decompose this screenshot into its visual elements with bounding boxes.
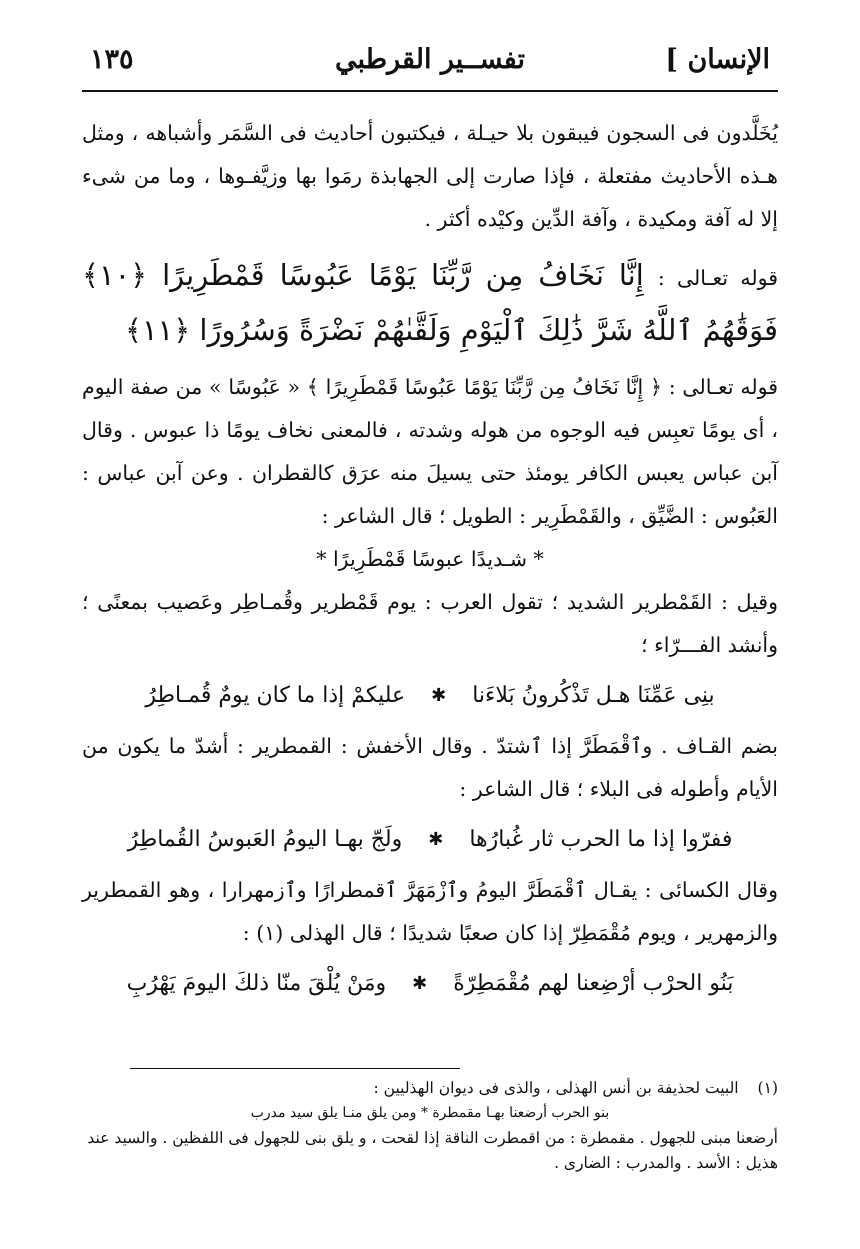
page-number: ١٣٥	[90, 44, 134, 75]
verse-intro-label: قوله تعـالى :	[657, 266, 779, 290]
page-header	[90, 40, 770, 84]
couplet-1-second: عليكمْ إذا ما كان يومٌ قُمـاطِرُ	[145, 683, 406, 708]
footnote-1-line-2: بنو الحرب أرضعنا بهـا مقمطرة * ومن يلق منـا يلق سيد مدرب	[250, 1105, 610, 1121]
header-divider	[82, 90, 778, 92]
paragraph-1: يُخَلَّدون فى السجون فيبقون بلا حيـلة ، فيكتبون أحاديث فى السَّمَر وأشباهه ، ومثل هـذه الأحاديث مفتعلة ، فإذا صارت إلى الجهابذة رمَوا بها وزيَّفـوها ، وما من شىء إلا له آفة ومكيدة ، وآفة الدِّين وكيْده أكثر .	[82, 121, 778, 231]
star-separator-icon: ✱	[412, 973, 428, 994]
quran-verse-text: إِنَّا نَخَافُ مِن رَّبِّنَا يَوْمًا عَبُوسًا قَمْطَرِيرًا ﴿١٠﴾ فَوَقَٰهُمُ ٱللَّهُ شَرَّ ذَٰلِكَ ٱلْيَوْمِ وَلَقَّىٰهُمْ نَضْرَةً وَسُرُورًا ﴿١١﴾	[82, 258, 778, 347]
paragraph-2: قوله تعـالى : ﴿ إِنَّا نَخَافُ مِن رَّبِّنَا يَوْمًا عَبُوسًا قَمْطَرِيرًا ﴾ « عَبُوسًا » من صفة اليوم ، أى يومًا تعبِس فيه الوجوه من هوله وشدته ، فالمعنى نخاف يومًا ذا عبوس . وقال آبن عباس يعبس الكافر يومئذ حتى يسيلَ منه عرَق كالقطران . وعن آبن عباس : العَبُوس : الضَّيِّق ، والقَمْطَرِير : الطويل ؛ قال الشاعر :	[82, 375, 778, 528]
paragraph-3: وقيل : القَمْطرير الشديد ؛ تقول العرب : يوم قَمْطرير وقُمـاطِر وعَصيب بمعنًى ؛ وأنشد الفـــرّاء ؛	[82, 590, 778, 657]
footnote-divider	[130, 1068, 460, 1069]
footnote-marker: (١)	[757, 1079, 778, 1097]
footnote-1-line-3: أرضعنا مبنى للجهول . مقمطرة : من اقمطرت الناقة إذا لقحت ، و يلق بنى للجهول فى اللفظين . والسيد عند هذيل : الأسد . والمدرب : الضارى .	[87, 1129, 778, 1172]
quran-verse-block	[82, 249, 778, 358]
surah-name: الإنسان ]	[665, 44, 770, 75]
book-title: تفســير القرطبي	[335, 44, 525, 75]
couplet-1-first: بنِى عَمِّنَا هـل تَذْكُرونُ بَلاءَنا	[472, 683, 715, 708]
poetry-hemistich: * شـديدًا عبوسًا قَمْطَرِيرًا *	[316, 547, 544, 571]
paragraph-5: وقال الكسائى : يقـال ٱقْمَطَرَّ اليومُ وٱزْمَهَرَّ ٱقمطرارًا وٱزمهرارا ، وهو القمطرير والزمهرير ، ويوم مُقْمَطِرّ إذا كان صعبًا شديدًا ؛ قال الهذلى (١) :	[82, 878, 778, 945]
main-text	[82, 112, 778, 1013]
footnotes	[82, 1076, 778, 1176]
footnote-1-line-1: البيت لحذيفة بن أنس الهذلى ، والذى فى ديوان الهذليين :	[373, 1079, 739, 1097]
paragraph-4: بضم القـاف . وٱقْمَطَرَّ إذا ٱشتدّ . وقال الأخفش : القمطرير : أشدّ ما يكون من الأيام وأطوله فى البلاء ؛ قال الشاعر :	[82, 734, 778, 801]
poetry-couplet-2	[82, 815, 778, 865]
couplet-3-first: بَنُو الحرْب أرْضِعنا لهم مُقْمَطِرّةً	[453, 971, 734, 996]
star-separator-icon: ✱	[428, 829, 444, 850]
couplet-2-first: ففرّوا إذا ما الحرب ثار غُبارُها	[469, 827, 733, 852]
couplet-2-second: ولَجّ بهـا اليومُ العَبوسُ القُماطِرُ	[127, 827, 403, 852]
star-separator-icon: ✱	[431, 685, 447, 706]
couplet-3-second: ومَنْ يُلْقَ منّا ذلكَ اليومَ يَهْرُبِ	[126, 971, 387, 996]
footnote-1	[82, 1076, 778, 1101]
poetry-couplet-1	[82, 671, 778, 721]
poetry-couplet-3	[82, 959, 778, 1009]
